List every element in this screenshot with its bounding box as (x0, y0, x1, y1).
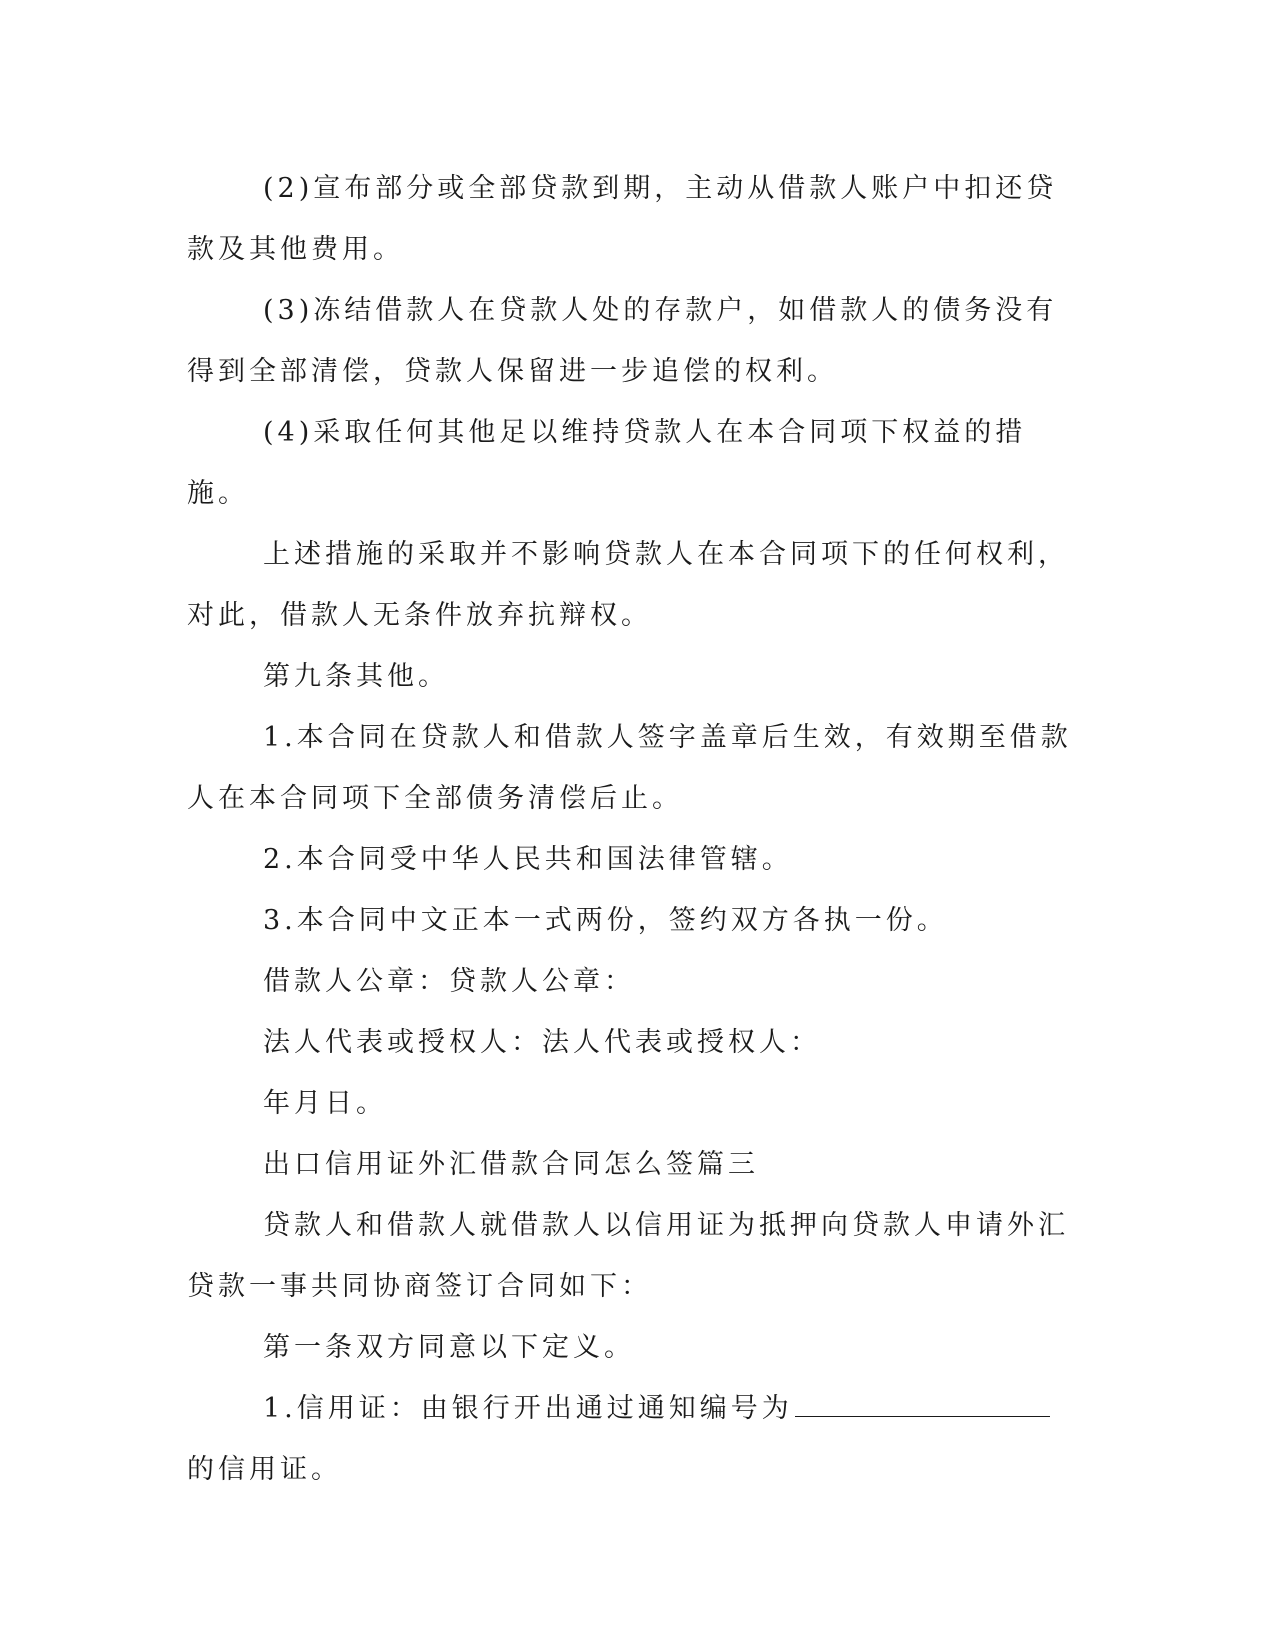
seal-line: 借款人公章：贷款人公章： (263, 966, 635, 997)
definition-text-after: 的信用证。 (187, 1454, 342, 1485)
article-nine-item-1: 1.本合同在贷款人和借款人签字盖章后生效，有效期至借款人在本合同项下全部债务清偿后止。 (187, 722, 1072, 814)
date-line: 年月日。 (263, 1088, 387, 1119)
paragraph-2: (2)宣布部分或全部贷款到期，主动从借款人账户中扣还贷款及其他费用。 (187, 173, 1058, 265)
representative-line: 法人代表或授权人：法人代表或授权人： (263, 1027, 821, 1058)
article-nine-item-3: 3.本合同中文正本一式两份，签约双方各执一份。 (263, 905, 948, 936)
article-nine-heading: 第九条其他。 (263, 661, 449, 692)
definition-text-before: 1.信用证：由银行开出通过通知编号为 (263, 1393, 793, 1424)
article-nine-item-2: 2.本合同受中华人民共和国法律管辖。 (263, 844, 793, 875)
notice-number-blank (795, 1392, 1050, 1417)
paragraph-measures-note: 上述措施的采取并不影响贷款人在本合同项下的任何权利，对此，借款人无条件放弃抗辩权。 (187, 539, 1069, 631)
definition-letter-of-credit (187, 1378, 1075, 1500)
paragraph-3: (3)冻结借款人在贷款人处的存款户，如借款人的债务没有得到全部清偿，贷款人保留进一步追偿的权利。 (187, 295, 1058, 387)
section-title: 出口信用证外汇借款合同怎么签篇三 (263, 1149, 759, 1180)
paragraph-4: (4)采取任何其他足以维持贷款人在本合同项下权益的措施。 (187, 417, 1027, 509)
contract-preamble: 贷款人和借款人就借款人以信用证为抵押向贷款人申请外汇贷款一事共同协商签订合同如下： (187, 1210, 1069, 1302)
document-body (187, 158, 1075, 1500)
article-one-heading: 第一条双方同意以下定义。 (263, 1332, 635, 1363)
